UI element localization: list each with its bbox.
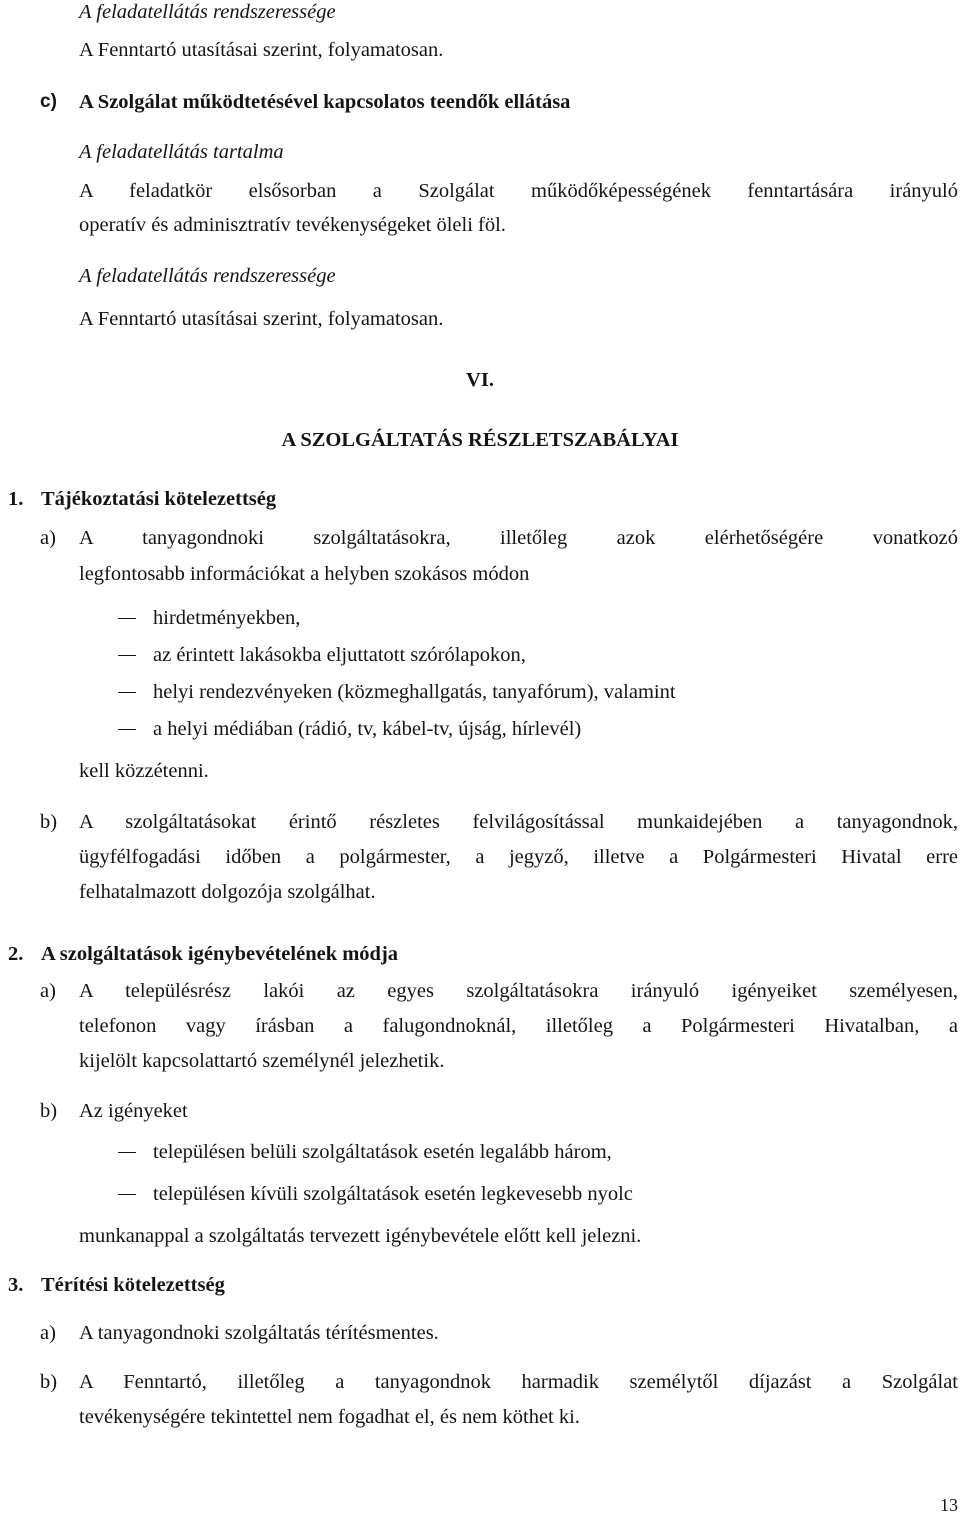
bullet-dash-icon xyxy=(118,618,136,619)
section-1-bullet-1: hirdetményekben, xyxy=(153,607,301,629)
section-3-a-marker: a) xyxy=(40,1322,56,1344)
prev-rendszeresseg-heading: A feladatellátás rendszeressége xyxy=(79,1,336,23)
chapter-number: VI. xyxy=(466,369,494,391)
section-1-a-after: kell közzétenni. xyxy=(79,760,209,782)
section-2-a-line-3: kijelölt kapcsolattartó személynél jelezhetik. xyxy=(79,1050,445,1072)
section-1-b-line-1: A szolgáltatásokat érintő részletes felvilágosítással munkaidejében a tanyagondnok, xyxy=(79,811,958,833)
section-2-number: 2. xyxy=(8,943,24,965)
section-3-number: 3. xyxy=(8,1274,24,1296)
bullet-dash-icon xyxy=(118,655,136,656)
section-1-b-line-2: ügyfélfogadási időben a polgármester, a jegyző, illetve a Polgármesteri Hivatal erre xyxy=(79,846,958,868)
rendszeresseg-text: A Fenntartó utasításai szerint, folyamatosan. xyxy=(79,308,444,330)
section-1-bullet-3: helyi rendezvényeken (közmeghallgatás, tanyafórum), valamint xyxy=(153,681,676,703)
section-1-a-marker: a) xyxy=(40,527,56,549)
section-2-b-marker: b) xyxy=(40,1100,58,1122)
section-2-a-marker: a) xyxy=(40,980,56,1002)
section-1-number: 1. xyxy=(8,488,24,510)
section-3-b-line-1: A Fenntartó, illetőleg a tanyagondnok harmadik személytől díjazást a Szolgálat xyxy=(79,1371,958,1393)
section-1-title: Tájékoztatási kötelezettség xyxy=(41,488,277,510)
section-1-a-line-2: legfontosabb információkat a helyben szokásos módon xyxy=(79,563,530,585)
section-2-bullet-2: településen kívüli szolgáltatások esetén legkevesebb nyolc xyxy=(153,1183,633,1205)
section-3-b-marker: b) xyxy=(40,1371,58,1393)
bullet-dash-icon xyxy=(118,1152,136,1153)
item-c-title: A Szolgálat működtetésével kapcsolatos teendők ellátása xyxy=(79,91,571,113)
section-2-b-line-1: Az igényeket xyxy=(79,1100,188,1122)
section-3-title: Térítési kötelezettség xyxy=(41,1274,225,1296)
bullet-dash-icon xyxy=(118,1194,136,1195)
tartalma-text-line-1: A feladatkör elsősorban a Szolgálat működőképességének fenntartására irányuló xyxy=(79,180,958,202)
tartalma-heading: A feladatellátás tartalma xyxy=(79,141,284,163)
page-number: 13 xyxy=(940,1495,958,1515)
bullet-dash-icon xyxy=(118,729,136,730)
chapter-title: A SZOLGÁLTATÁS RÉSZLETSZABÁLYAI xyxy=(281,429,679,451)
section-1-bullet-4: a helyi médiában (rádió, tv, kábel-tv, újság, hírlevél) xyxy=(153,718,582,740)
section-2-a-line-2: telefonon vagy írásban a falugondnoknál, illetőleg a Polgármesteri Hivatalban, a xyxy=(79,1015,958,1037)
section-2-b-after: munkanappal a szolgáltatás tervezett igénybevétele előtt kell jelezni. xyxy=(79,1225,642,1247)
prev-rendszeresseg-text: A Fenntartó utasításai szerint, folyamatosan. xyxy=(79,39,444,61)
section-3-a-line-1: A tanyagondnoki szolgáltatás térítésmentes. xyxy=(79,1322,439,1344)
section-3-b-line-2: tevékenységére tekintettel nem fogadhat el, és nem köthet ki. xyxy=(79,1406,580,1428)
tartalma-text-line-2: operatív és adminisztratív tevékenységeket öleli föl. xyxy=(79,214,506,236)
section-1-a-line-1: A tanyagondnoki szolgáltatásokra, illetőleg azok elérhetőségére vonatkozó xyxy=(79,527,958,549)
rendszeresseg-heading: A feladatellátás rendszeressége xyxy=(79,265,336,287)
item-c-marker: c) xyxy=(40,91,57,112)
section-2-title: A szolgáltatások igénybevételének módja xyxy=(41,943,399,965)
bullet-dash-icon xyxy=(118,692,136,693)
section-2-bullet-1: településen belüli szolgáltatások esetén legalább három, xyxy=(153,1141,612,1163)
section-1-b-marker: b) xyxy=(40,811,58,833)
section-1-bullet-2: az érintett lakásokba eljuttatott szórólapokon, xyxy=(153,644,526,666)
section-2-a-line-1: A településrész lakói az egyes szolgáltatásokra irányuló igényeiket személyesen, xyxy=(79,980,958,1002)
section-1-b-line-3: felhatalmazott dolgozója szolgálhat. xyxy=(79,881,376,903)
